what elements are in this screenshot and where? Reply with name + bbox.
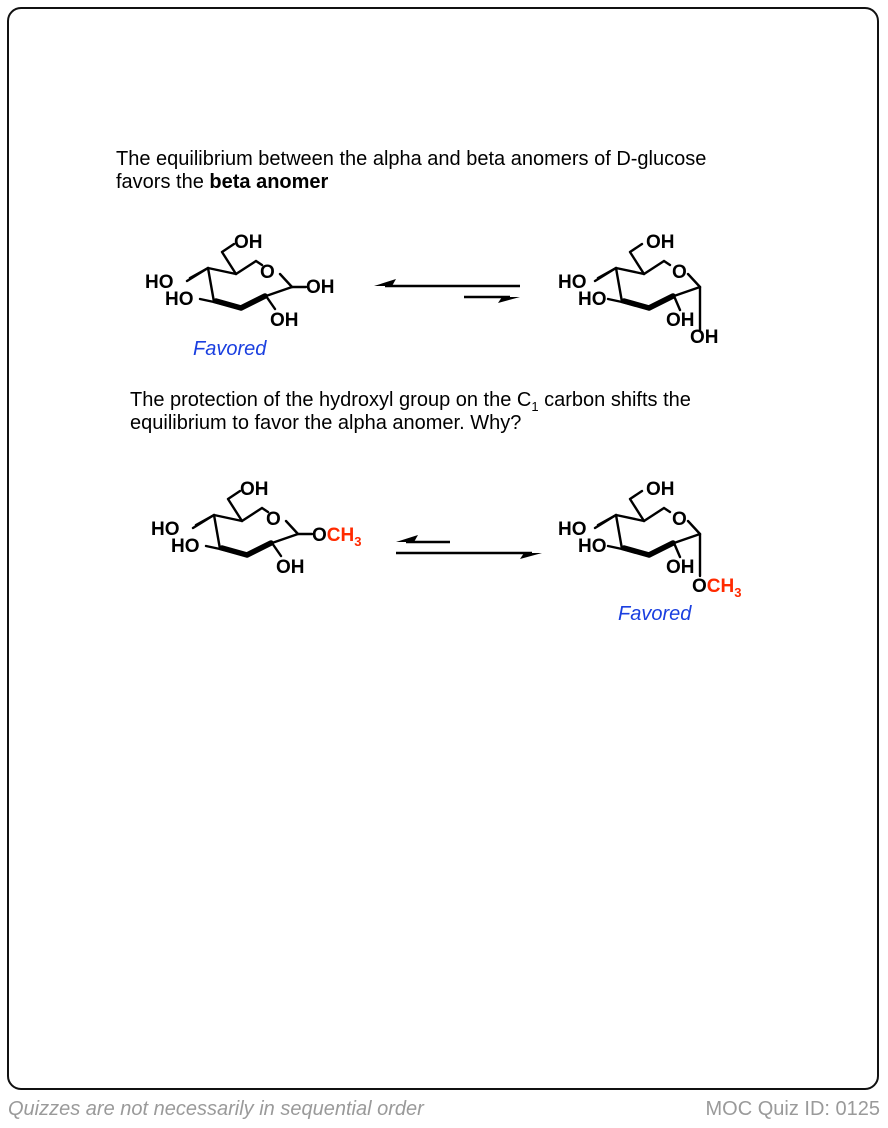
substituent-bonds (193, 491, 312, 556)
ring-bonds (190, 261, 292, 309)
c1-hydroxyl-label: OH (306, 277, 335, 298)
c2-hydroxyl-label: OH (270, 310, 299, 331)
ring-bold-edge (624, 543, 673, 555)
methoxy-oxygen: O (312, 525, 327, 546)
methoxy-label-beta (312, 525, 361, 549)
ring-oxygen-label: O (266, 509, 281, 530)
methyl-beta-glucoside-structure (151, 479, 361, 578)
beta-glucose-structure (145, 232, 335, 360)
methyl-subscript: 3 (354, 534, 362, 549)
question-line2: equilibrium to favor the alpha anomer. Why? (130, 412, 522, 434)
c6-hydroxyl-label: OH (646, 479, 675, 500)
ring-bold-edge (222, 543, 271, 555)
ring-oxygen-label: O (672, 509, 687, 530)
question-line1-subscript: 1 (531, 399, 539, 414)
methoxy-oxygen: O (692, 576, 707, 597)
equilibrium-arrows-top (374, 279, 520, 303)
c6-hydroxyl-label: OH (646, 232, 675, 253)
c4-hydroxyl-label: HO (558, 519, 587, 540)
methyl-ch: CH (706, 576, 735, 597)
c3-hydroxyl-label: HO (578, 289, 607, 310)
substituent-bonds (187, 244, 306, 309)
c4-hydroxyl-label: HO (145, 272, 174, 293)
footer-disclaimer: Quizzes are not necessarily in sequential order (8, 1098, 424, 1120)
c6-hydroxyl-label: OH (240, 479, 269, 500)
equilibrium-arrows-bottom (396, 535, 542, 559)
c3-hydroxyl-label: HO (165, 289, 194, 310)
ring-bold-edge (624, 296, 673, 308)
favored-label-alpha: Favored (618, 603, 692, 625)
c3-hydroxyl-label: HO (171, 536, 200, 557)
ring-bonds (196, 508, 298, 556)
question-line1-suffix: carbon shifts the (538, 389, 691, 411)
alpha-glucose-structure (558, 232, 719, 348)
intro-line2-prefix: favors the (116, 171, 210, 193)
methyl-ch: CH (326, 525, 355, 546)
ring-front-bonds (266, 287, 292, 296)
question-line1-prefix: The protection of the hydroxyl group on the C (130, 389, 532, 411)
ring-oxygen-label: O (260, 262, 275, 283)
favored-label-beta: Favored (193, 338, 267, 360)
methyl-alpha-glucoside-structure (558, 479, 741, 625)
ring-bold-edge (216, 296, 265, 308)
c4-hydroxyl-label: HO (558, 272, 587, 293)
c1-hydroxyl-label: OH (690, 327, 719, 348)
methoxy-label-alpha (692, 576, 741, 600)
intro-line2-bold: beta anomer (209, 171, 329, 193)
methyl-subscript: 3 (734, 585, 742, 600)
c2-hydroxyl-label: OH (666, 310, 695, 331)
c6-hydroxyl-label: OH (234, 232, 263, 253)
intro-line1: The equilibrium between the alpha and beta anomers of D-glucose (116, 148, 707, 170)
c4-hydroxyl-label: HO (151, 519, 180, 540)
c2-hydroxyl-label: OH (276, 557, 305, 578)
ring-oxygen-label: O (672, 262, 687, 283)
c2-hydroxyl-label: OH (666, 557, 695, 578)
c3-hydroxyl-label: HO (578, 536, 607, 557)
footer-quiz-id: MOC Quiz ID: 0125 (705, 1098, 880, 1120)
